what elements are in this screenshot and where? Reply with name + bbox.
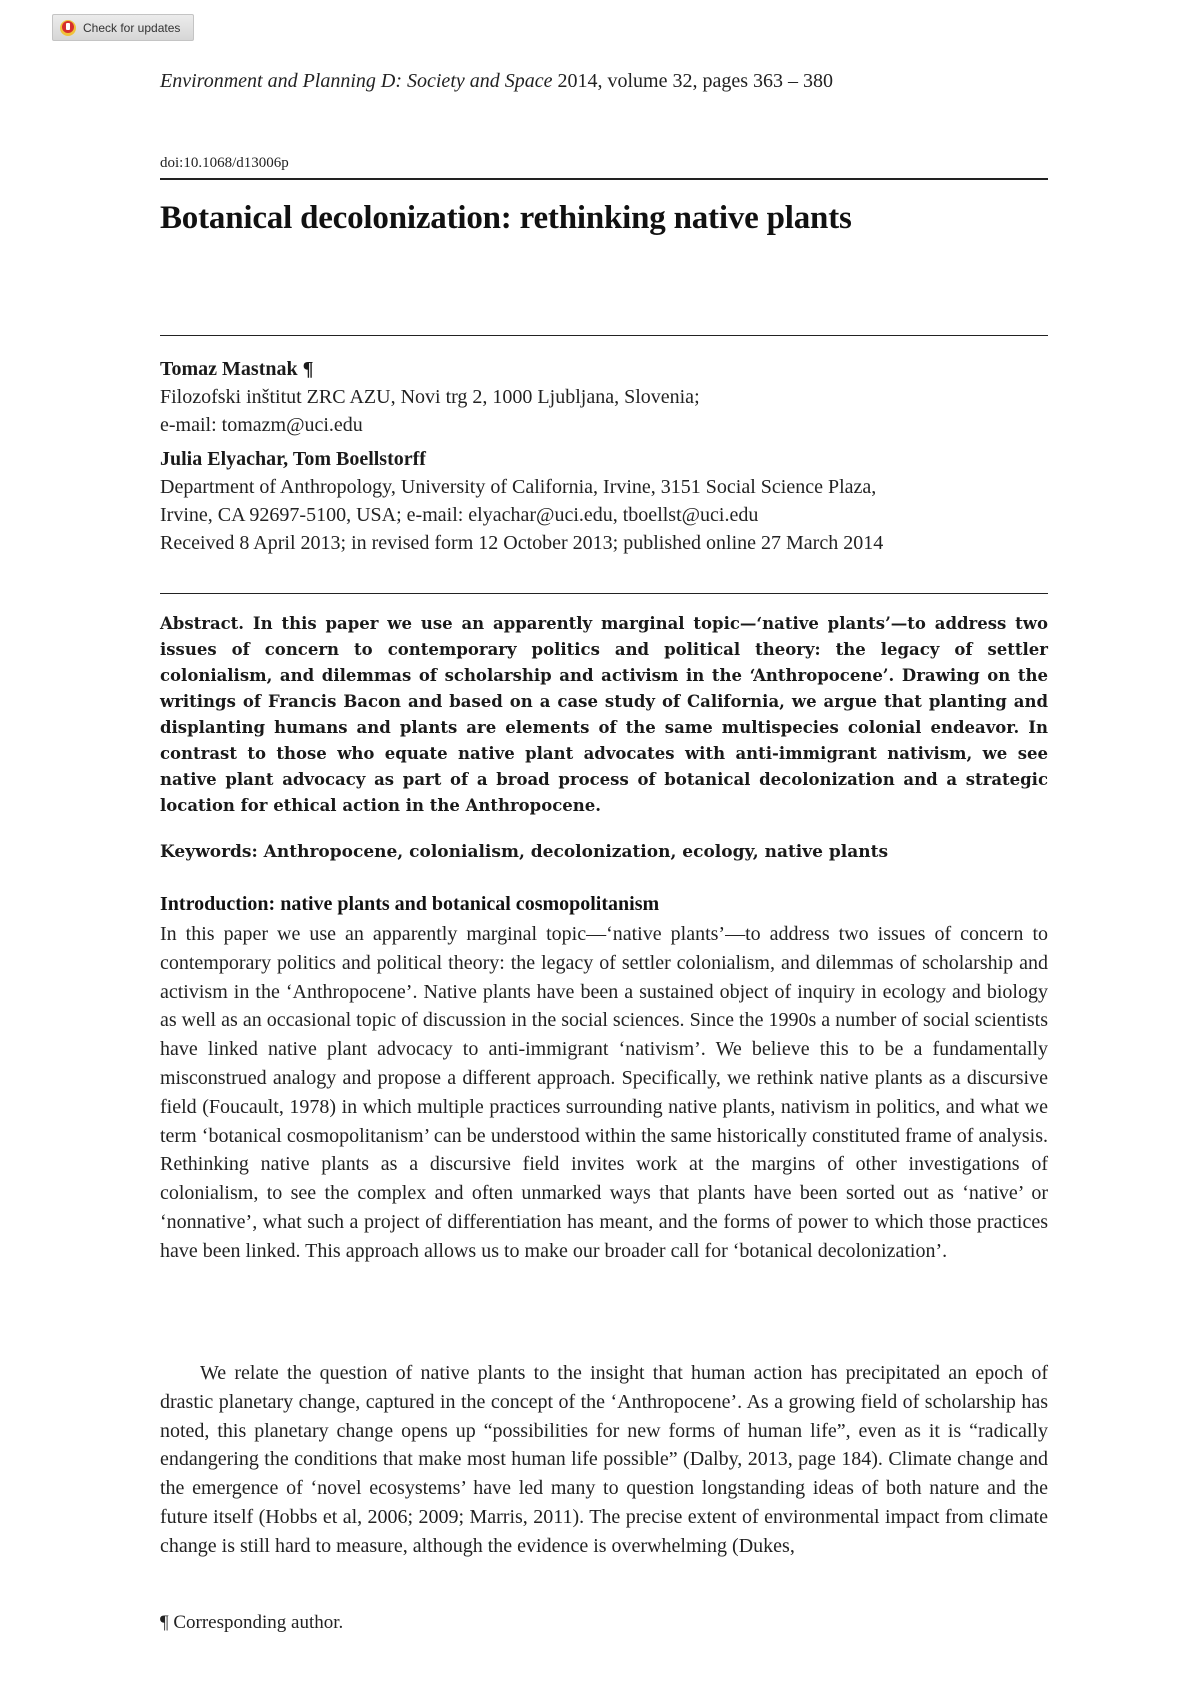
crossmark-icon [59, 19, 77, 37]
author-2-email[interactable]: Irvine, CA 92697-5100, USA; e-mail: elyachar@uci.edu, tboellst@uci.edu [160, 504, 759, 526]
header-rule [160, 178, 1048, 180]
check-for-updates-label: Check for updates [83, 20, 181, 35]
footnote: ¶ Corresponding author. [160, 1612, 344, 1633]
doi[interactable]: doi:10.1068/d13006p [160, 155, 289, 171]
keywords [160, 839, 1048, 865]
author-1-email[interactable]: e-mail: tomazm@uci.edu [160, 414, 363, 436]
check-for-updates-button[interactable] [52, 14, 194, 41]
keywords-text: Anthropocene, colonialism, decolonization, ecology, native plants [257, 842, 889, 862]
intro-paragraph-2: We relate the question of native plants to the insight that human action has precipitated an epoch of drastic planetary change, captured in the concept of the ‘Anthropocene’. As a growing field of scholarship has noted, this planetary change opens up “possibilities for new forms of human life”, even as it is “radically endangering the conditions that make most human life possible” (Dalby, 2013, page 184). Climate change and the emergence of ‘novel ecosystems’ have led many to question longstanding ideas of both nature and the future itself (Hobbs et al, 2006; 2009; Marris, 2011). The precise extent of environmental impact from climate change is still hard to measure, although the evidence is overwhelming (Dukes, [160, 1362, 1048, 1557]
authors-block [160, 355, 1050, 557]
intro-paragraph-1: In this paper we use an apparently marginal topic—‘native plants’—to address two issues of concern to contemporary politics and political theory: the legacy of settler colonialism, and dilemmas of scholarship and activism in the ‘Anthropocene’. Native plants have been a sustained object of inquiry in ecology and biology as well as an occasional topic of discussion in the social sciences. Since the 1990s a number of social scientists have linked native plant advocacy to anti-immigrant ‘nativism’. We believe this to be a fundamentally misconstrued analogy and propose a different approach. Specifically, we rethink native plants as a discursive field (Foucault, 1978) in which multiple practices surrounding native plants, nativism in politics, and what we term ‘botanical cosmopolitanism’ can be understood within the same historically constituted frame of analysis. Rethinking native plants as a discursive field invites work at the margins of other investigations of colonialism, to see the complex and often unmarked ways that plants have been sorted out as ‘native’ or ‘nonnative’, what such a project of differentiation has meant, and the forms of power to which those practices have been linked. This approach allows us to make our broader call for ‘botanical decolonization’. [160, 923, 1048, 1262]
title-rule [160, 335, 1048, 336]
journal-name: Environment and Planning D: Society and Space [160, 70, 553, 92]
author-2-names: Julia Elyachar, Tom Boellstorff [160, 448, 426, 470]
abstract-label: Abstract. [160, 614, 245, 633]
received-dates: Received 8 April 2013; in revised form 12 October 2013; published online 27 March 2014 [160, 532, 884, 554]
journal-citation [160, 70, 833, 93]
section-heading: Introduction: native plants and botanical cosmopolitanism [160, 893, 660, 915]
abstract-text: In this paper we use an apparently marginal topic—‘native plants’—to address two issues of concern to contemporary politics and political theory: the legacy of settler colonialism, and dilemmas of scholarship and activism in the ‘Anthropocene’. Drawing on the writings of Francis Bacon and based on a case study of California, we argue that planting and displanting humans and plants are elements of the same multispecies colonial endeavor. In contrast to those who equate native plant advocates with anti-immigrant nativism, we see native plant advocacy as part of a broad process of botanical decolonization and a strategic location for ethical action in the Anthropocene. [160, 614, 1048, 815]
abstract-rule [160, 593, 1048, 594]
journal-volume: 2014, volume 32, pages 363 – 380 [552, 70, 834, 92]
abstract [160, 611, 1048, 819]
author-1-affiliation: Filozofski inštitut ZRC AZU, Novi trg 2, 1000 Ljubljana, Slovenia; [160, 386, 700, 408]
author-2-affiliation: Department of Anthropology, University of California, Irvine, 3151 Social Science Plaza, [160, 476, 877, 498]
article-title: Botanical decolonization: rethinking native plants [160, 200, 852, 236]
keywords-label: Keywords: [160, 842, 258, 862]
author-1-name: Tomaz Mastnak ¶ [160, 358, 314, 380]
